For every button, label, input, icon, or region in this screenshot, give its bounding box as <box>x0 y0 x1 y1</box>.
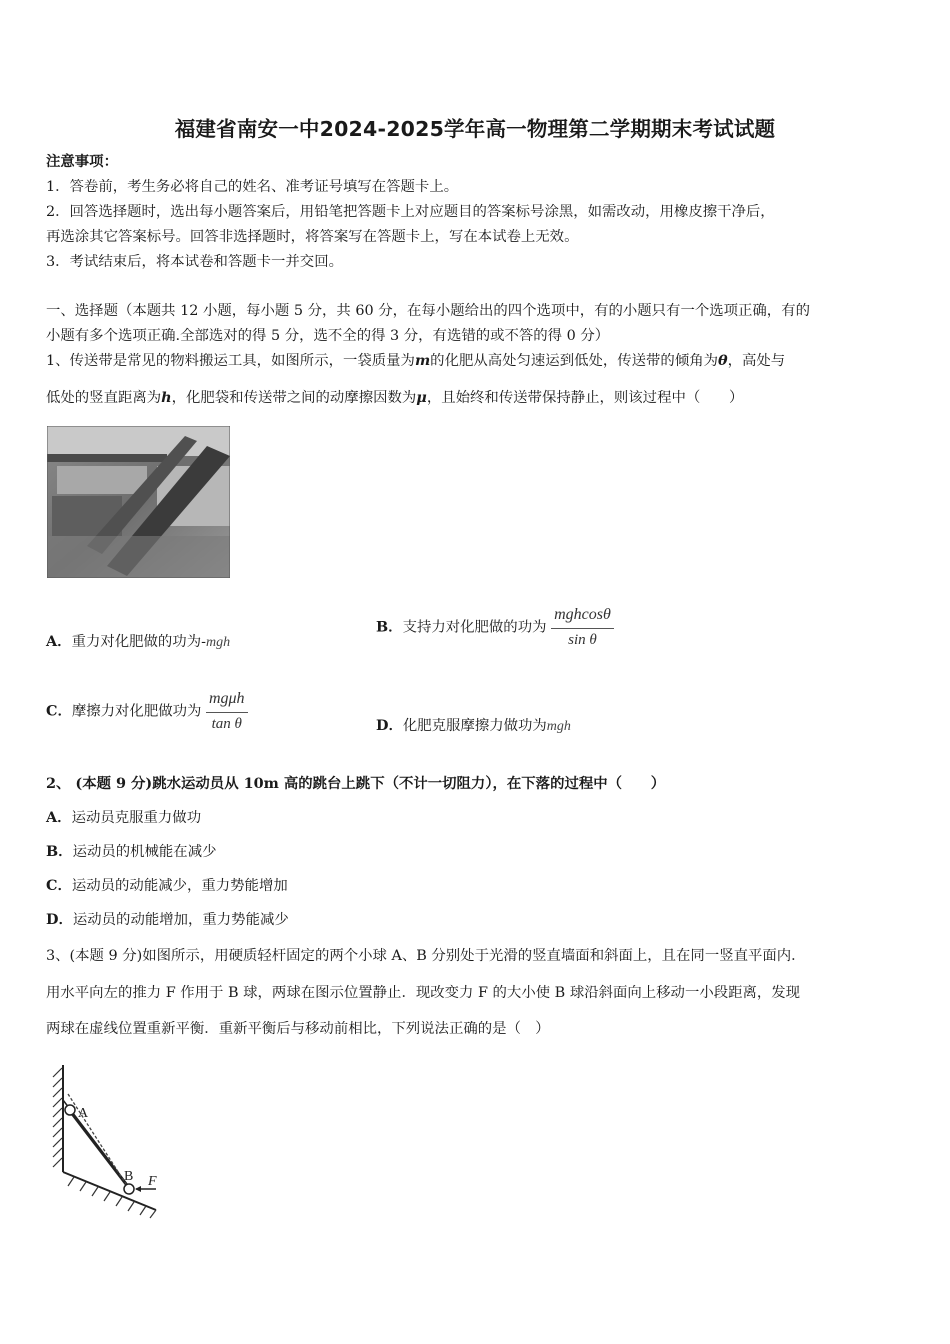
label-f: F <box>148 1174 157 1189</box>
q2-option-b[interactable]: B．运动员的机械能在减少 <box>46 843 217 860</box>
q2-option-a[interactable]: A．运动员克服重力做功 <box>46 809 202 826</box>
q1-stem-line2: 低处的竖直距离为h，化肥袋和传送带之间的动摩擦因数为μ，且始终和传送带保持静止，则该过程中（ ） <box>46 389 744 406</box>
q1-stem-line1: 1、传送带是常见的物料搬运工具，如图所示，一袋质量为m的化肥从高处匀速运到低处，传送带的倾角为θ，高处与 <box>46 352 786 369</box>
notes-item-2a: 2．回答选择题时，选出每小题答案后，用铅笔把答题卡上对应题目的答案标号涂黑，如需改动，用橡皮擦干净后， <box>46 204 775 220</box>
rod-solid <box>70 1111 129 1188</box>
q1-option-c[interactable]: C．摩擦力对化肥做功为 $\frac{\text{mgμh}}{\text{tan θ}}$ <box>46 690 248 733</box>
ball-a <box>65 1105 75 1115</box>
q3-stem-line1: 3、(本题 9 分)如图所示，用硬质轻杆固定的两个小球 A、B 分别处于光滑的竖直墙面和斜面上，且在同一竖直平面内． <box>46 948 806 964</box>
rod-dashed <box>68 1094 126 1184</box>
notes-item-2b: 再选涂其它答案标号。回答非选择题时，将答案写在答题卡上，写在本试卷上无效。 <box>46 229 579 245</box>
section-1-instructions-line2: 小题有多个选项正确.全部选对的得 5 分，选不全的得 3 分，有选错的或不答的得 0 分） <box>46 328 610 344</box>
var-mu: μ <box>416 389 427 406</box>
notes-item-3: 3．考试结束后，将本试卷和答题卡一并交回。 <box>46 254 343 270</box>
q3-stem-line3: 两球在虚线位置重新平衡．重新平衡后与移动前相比，下列说法正确的是（ ） <box>46 1021 550 1037</box>
force-arrow-head <box>135 1186 141 1192</box>
var-m: m <box>414 352 431 369</box>
page-title: 福建省南安一中2024-2025学年高一物理第二学期期末考试试题 <box>174 117 776 141</box>
q2-stem: 2、 (本题 9 分)跳水运动员从 10m 高的跳台上跳下（不计一切阻力），在下落的过程中（ ） <box>46 775 666 792</box>
q2-option-d[interactable]: D．运动员的动能增加，重力势能减少 <box>46 911 289 928</box>
q1-option-a[interactable]: A．重力对化肥做的功为-mgh <box>46 633 231 650</box>
var-theta: θ <box>718 352 728 369</box>
q1-option-c-fraction: $\frac{\text{mgμh}}{\text{tan θ}}$ <box>206 690 248 733</box>
var-h: h <box>161 389 172 406</box>
section-1-instructions-line1: 一、选择题（本题共 12 小题，每小题 5 分，共 60 分，在每小题给出的四个选项中，有的小题只有一个选项正确，有的 <box>46 303 810 319</box>
label-b: B <box>124 1169 134 1184</box>
notes-heading: 注意事项： <box>46 153 118 170</box>
notes-item-1: 1．答卷前，考生务必将自己的姓名、准考证号填写在答题卡上。 <box>46 179 459 195</box>
ball-b <box>124 1184 134 1194</box>
q2-option-c[interactable]: C．运动员的动能减少，重力势能增加 <box>46 877 288 894</box>
slope-surface <box>63 1172 156 1210</box>
wall-hatching <box>53 1068 62 1167</box>
q1-option-b[interactable]: B．支持力对化肥做的功为 $\frac{\text{mghcosθ}}{\text{sin θ}}$ <box>376 606 614 649</box>
q1-option-b-fraction: $\frac{\text{mghcosθ}}{\text{sin θ}}$ <box>551 606 614 649</box>
label-a: A <box>78 1106 89 1121</box>
wall-slope-diagram <box>44 1060 166 1220</box>
ground-hatching <box>68 1177 156 1218</box>
conveyor-belt-photo <box>47 426 230 578</box>
q3-stem-line2: 用水平向左的推力 F 作用于 B 球，两球在图示位置静止．现改变力 F 的大小使 B 球沿斜面向上移动一小段距离，发现 <box>46 985 801 1001</box>
q1-option-d[interactable]: D．化肥克服摩擦力做功为mgh <box>376 717 571 734</box>
